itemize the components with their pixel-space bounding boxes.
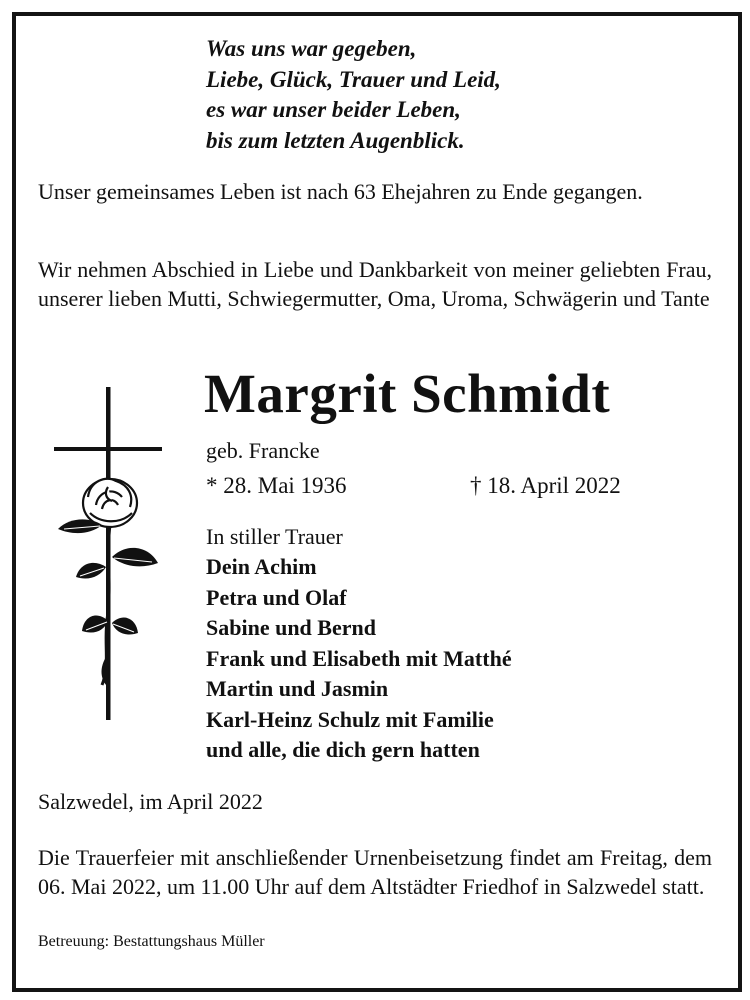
birth-date: * 28. Mai 1936: [206, 473, 347, 498]
intro-text: Unser gemeinsames Leben ist nach 63 Ehejahren zu Ende gegangen.: [38, 179, 643, 204]
mourner-name: Frank und Elisabeth mit Matthé: [206, 645, 512, 671]
cross-rose-icon: [50, 385, 170, 725]
mourners-list: [206, 552, 512, 766]
mourner-name: Sabine und Bernd: [206, 615, 376, 640]
mourner-name: Dein Achim: [206, 554, 317, 579]
funeral-home-credit: Betreuung: Bestattungshaus Müller: [38, 933, 265, 950]
farewell-text: Wir nehmen Abschied in Liebe und Dankbarkeit von meiner geliebten Frau, unserer lieben Mutti, Schwiegermutter, Oma, Uroma, Schwägerin und Tante: [38, 257, 712, 311]
mourner-name: und alle, die dich gern hatten: [206, 737, 480, 762]
poem: [206, 34, 501, 156]
poem-line: Was uns war gegeben,: [206, 36, 417, 61]
death-date: † 18. April 2022: [470, 473, 621, 498]
mourner-name: Petra und Olaf: [206, 584, 347, 610]
poem-line: es war unser beider Leben,: [206, 97, 461, 122]
mourner-name: Martin und Jasmin: [206, 676, 389, 701]
poem-line: Liebe, Glück, Trauer und Leid,: [206, 66, 501, 92]
ceremony-text: Die Trauerfeier mit anschließender Urnenbeisetzung findet am Freitag, dem 06. Mai 2022, um 11.00 Uhr auf dem Altstädter Friedhof in Salzwedel statt.: [38, 845, 712, 899]
mourners-intro: In stiller Trauer: [206, 524, 343, 549]
place-date: Salzwedel, im April 2022: [38, 789, 263, 814]
mourner-name: Karl-Heinz Schulz mit Familie: [206, 706, 494, 732]
poem-line: bis zum letzten Augenblick.: [206, 127, 465, 153]
birth-name: geb. Francke: [206, 438, 320, 463]
deceased-name: Margrit Schmidt: [204, 363, 611, 424]
